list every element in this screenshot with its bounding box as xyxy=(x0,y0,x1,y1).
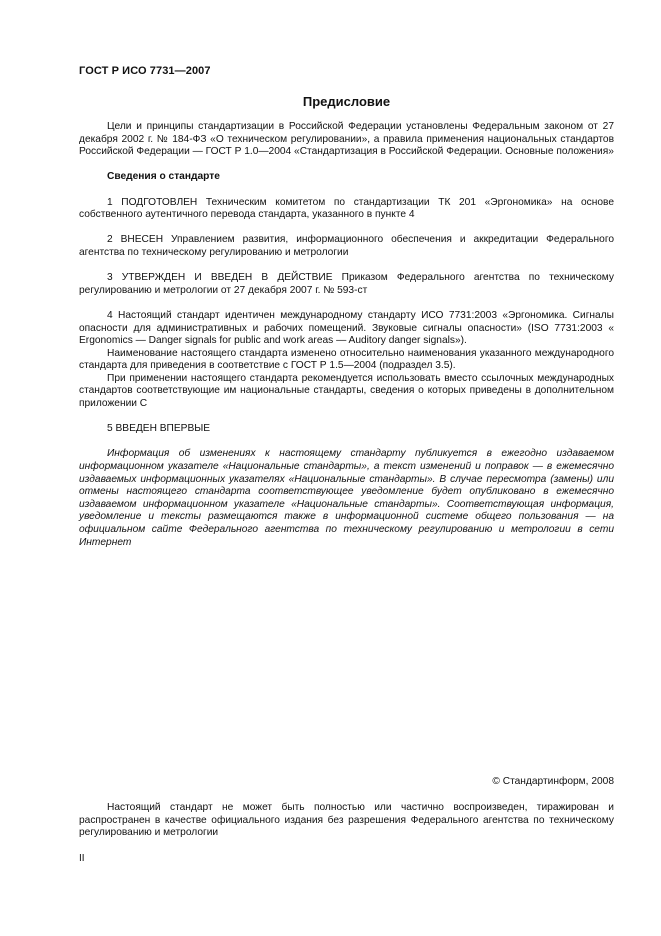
reproduction-notice: Настоящий стандарт не может быть полностью или частично воспроизведен, тиражирован и распространен в качестве официального издания без разрешения Федерального агентства по техническому регулированию и метрологии xyxy=(79,802,614,839)
intro-paragraph: Цели и принципы стандартизации в Российской Федерации установлены Федеральным законом от 27 декабря 2002 г. № 184-ФЗ «О техническом регулировании», а правила применения национальных стандартов Российской Федерации — ГОСТ Р 1.0—2004 «Стандартизация в Российской Федерации. Основные положения» xyxy=(79,121,614,158)
item-4: 4 Настоящий стандарт идентичен международному стандарту ИСО 7731:2003 «Эргономика. Сигналы опасности для административных и рабочих помещений. Звуковые сигналы опасности» (ISO 7731:2003 « Ergonomics — Danger signals for public and work areas — Auditory danger signals»). xyxy=(79,309,614,347)
item-1: 1 ПОДГОТОВЛЕН Техническим комитетом по стандартизации ТК 201 «Эргономика» на основе собственного аутентичного перевода стандарта, указанного в пункте 4 xyxy=(79,196,614,221)
copyright: © Стандартинформ, 2008 xyxy=(492,776,614,787)
info-notice: Информация об изменениях к настоящему стандарту публикуется в ежегодно издаваемом информационном указателе «Национальные стандарты», а текст изменений и поправок — в ежемесячно издаваемых информационных указателях «Национальные стандарты». В случае пересмотра (замены) или отмены настоящего стандарта соответствующее уведомление будет опубликовано в ежемесячно издаваемом информационном указателе «Национальные стандарты». Соответствующая информация, уведомление и тексты размещаются также в информационной системе общего пользования — на официальном сайте Федерального агентства по техническому регулированию и метрологии в сети Интернет xyxy=(79,448,614,548)
item-3: 3 УТВЕРЖДЕН И ВВЕДЕН В ДЕЙСТВИЕ Приказом Федерального агентства по техническому регулированию и метрологии от 27 декабря 2007 г. № 593-ст xyxy=(79,272,614,296)
page-number: II xyxy=(79,853,85,864)
preface-content xyxy=(79,121,614,549)
item-4-note-1: Наименование настоящего стандарта изменено относительно наименования указанного международного стандарта для приведения в соответствие с ГОСТ Р 1.5—2004 (подраздел 3.5). xyxy=(79,347,614,372)
section-title: Сведения о стандарте xyxy=(107,171,220,183)
item-5: 5 ВВЕДЕН ВПЕРВЫЕ xyxy=(107,423,211,435)
item-4-note-2: При применении настоящего стандарта рекомендуется использовать вместо ссылочных международных стандартов соответствующие им национальные стандарты, сведения о которых приведены в дополнительном приложении С xyxy=(79,372,614,410)
document-code: ГОСТ Р ИСО 7731—2007 xyxy=(79,65,211,77)
item-2: 2 ВНЕСЕН Управлением развития, информационного обеспечения и аккредитации Федерального агентства по техническому регулированию и метрологии xyxy=(79,234,614,258)
page-title: Предисловие xyxy=(302,94,391,109)
reproduction-notice-block xyxy=(79,802,614,840)
